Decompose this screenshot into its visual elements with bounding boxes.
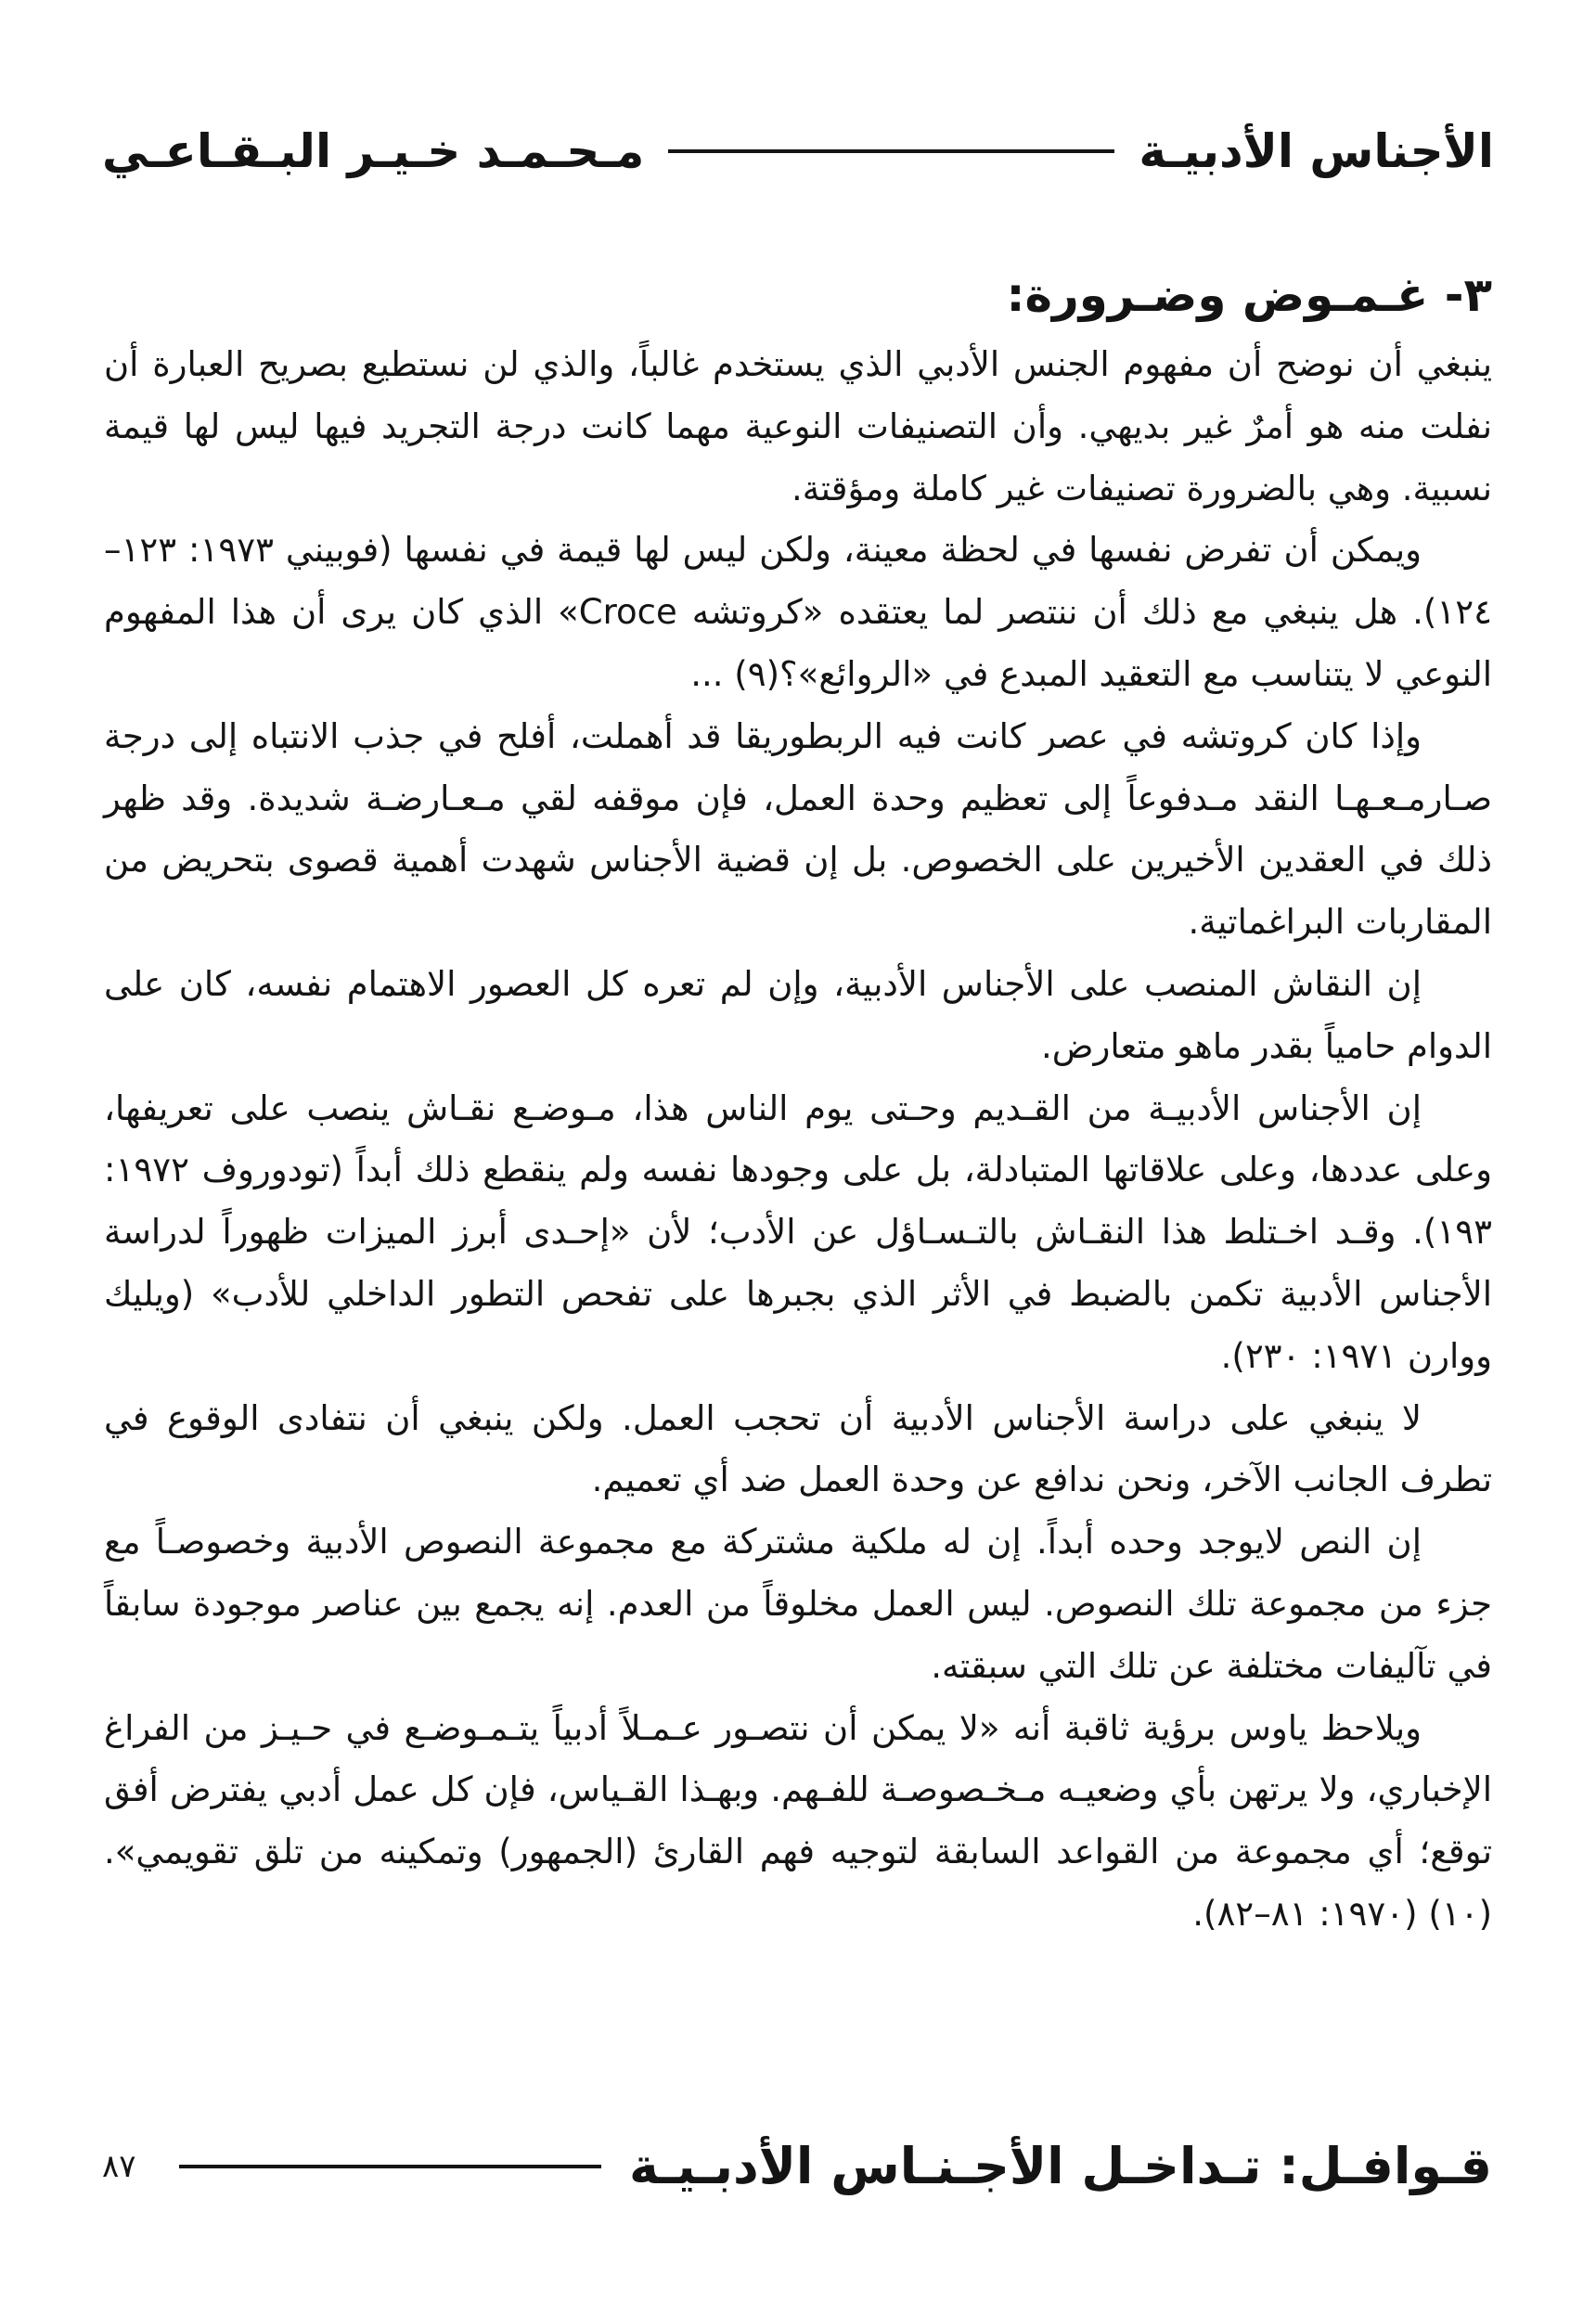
paragraph: ويمكن أن تفرض نفسها في لحظة معينة، ولكن ليس لها قيمة في نفسها (فوبيني ١٩٧٣: ١٢٣–١٢٤). هل ينبغي مع ذلك أن ننتصر لما يعتقده «كروتشه Croce» الذي كان يرى أن هذا المفهوم النوعي لا يتناسب مع التعقيد المبدع في «الروائع»؟(٩) ... [104, 530, 1492, 694]
header-book-title: الأجناس الأدبيـة [1139, 124, 1494, 178]
paragraph: وإذا كان كروتشه في عصر كانت فيه الربطوريقا قد أهملت، أفلح في جذب الانتباه إلى درجة صـارمـعـهـا النقد مـدفوعاً إلى تعظيم وحدة العمل، فإن موقفه لقي مـعـارضـة شديدة. وقد ظهر ذلك في العقدين الأخيرين على الخصوص. بل إن قضية الأجناس شهدت أهمية قصوى بتحريض من المقاربات البراغماتية. [104, 715, 1492, 943]
header-rule [668, 149, 1114, 153]
header-author: مـحـمـد خـيـر البـقـاعـي [102, 124, 645, 178]
footer-series-title: قـوافـل: تـداخـل الأجـنـاس الأدبـيـة [629, 2137, 1492, 2195]
paragraph: ينبغي أن نوضح أن مفهوم الجنس الأدبي الذي يستخدم غالباً، والذي لن نستطيع بصريح العبارة أن نفلت منه هو أمرٌ غير بديهي. وأن التصنيفات النوعية مهما كانت درجة التجريد فيها ليس لها قيمة نسبية. وهي بالضرورة تصنيفات غير كاملة ومؤقتة. [104, 344, 1492, 508]
section-heading: ٣- غـمـوض وضـرورة: [1006, 268, 1492, 322]
footer-rule [179, 2165, 601, 2168]
running-header [102, 109, 1494, 193]
paragraph: ويلاحظ ياوس برؤية ثاقبة أنه «لا يمكن أن نتصـور عـمـلاً أدبياً يتـمـوضـع في حـيـز من الفراغ الإخباري، ولا يرتهن بأي وضعيـه مـخـصوصـة للفـهم. وبهـذا القـياس، فإن كل عمل أدبي يفترض أفق توقع؛ أي مجموعة من القواعد السابقة لتوجيه فهم القارئ (الجمهور) وتمكينه من تلق تقويمي».(١٠) (١٩٧٠: ٨١–٨٢). [104, 1707, 1492, 1934]
paragraph: إن الأجناس الأدبيـة من القـديم وحـتى يوم الناس هذا، مـوضـع نقـاش ينصب على تعريفها، وعلى عددها، وعلى علاقاتها المتبادلة، بل على وجودها نفسه ولم ينقطع ذلك أبداً (تودوروف ١٩٧٢: ١٩٣). وقـد اخـتلط هذا النقـاش بالتـسـاؤل عن الأدب؛ لأن «إحـدى أبرز الميزات ظهوراً لدراسة الأجناس الأدبية تكمن بالضبط في الأثر الذي بجبرها على تفحص التطور الداخلي للأدب» (ويليك ووارن ١٩٧١: ٢٣٠). [104, 1087, 1492, 1376]
paragraph: إن النقاش المنصب على الأجناس الأدبية، وإن لم تعره كل العصور الاهتمام نفسه، كان على الدوام حامياً بقدر ماهو متعارض. [104, 963, 1492, 1066]
page-number: ٨٧ [102, 2148, 136, 2185]
paragraph: لا ينبغي على دراسة الأجناس الأدبية أن تحجب العمل. ولكن ينبغي أن نتفادى الوقوع في تطرف الجانب الآخر، ونحن ندافع عن وحدة العمل ضد أي تعميم. [104, 1397, 1492, 1500]
paragraph: إن النص لايوجد وحده أبداً. إن له ملكية مشتركة مع مجموعة النصوص الأدبية وخصوصـاً مع جزء من مجموعة تلك النصوص. ليس العمل مخلوقاً من العدم. إنه يجمع بين عناصر موجودة سابقاً في تآليفات مختلفة عن تلك التي سبقته. [104, 1522, 1492, 1686]
body-text [104, 334, 1492, 1946]
running-footer [102, 2125, 1492, 2208]
